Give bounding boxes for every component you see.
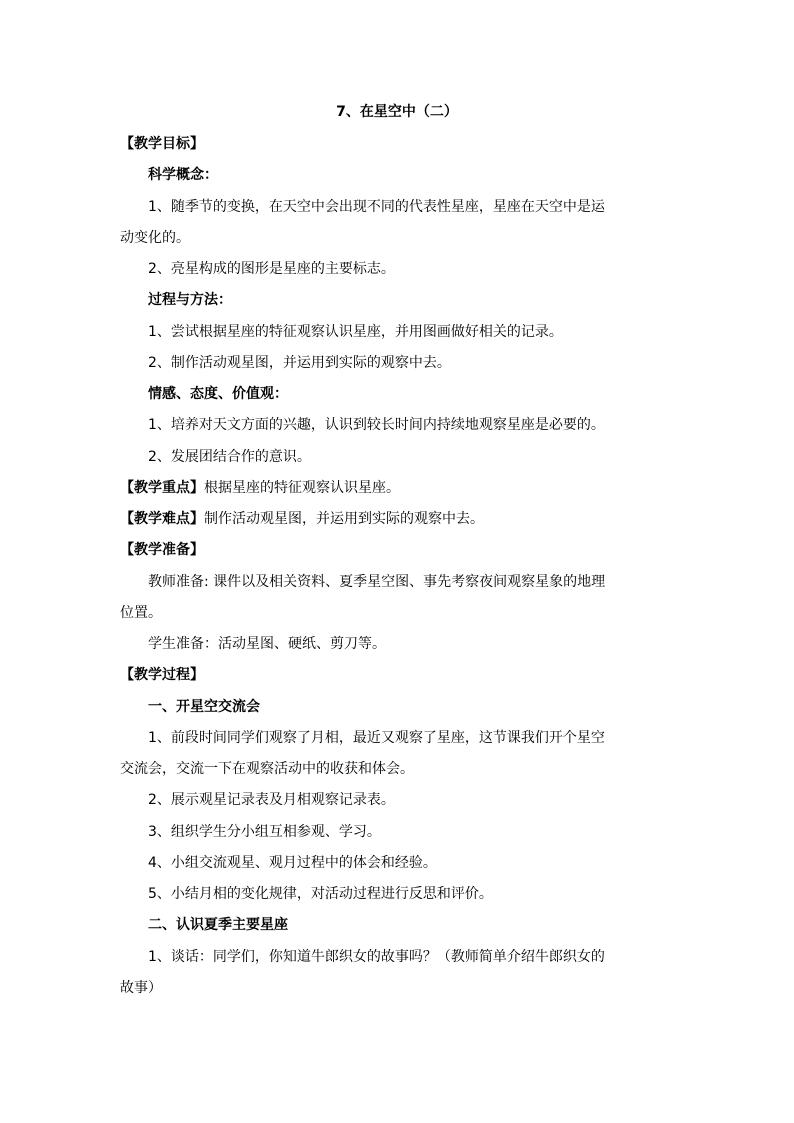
section-2-heading: 二、认识夏季主要星座	[148, 917, 288, 933]
teaching-process-heading: 【教学过程】	[120, 667, 204, 683]
section-1-heading: 一、开星空交流会	[148, 699, 260, 715]
teaching-goals-heading: 【教学目标】	[120, 136, 204, 152]
section-1-item-2: 2、展示观星记录表及月相观察记录表。	[148, 792, 395, 808]
science-concept-item-1: 1、随季节的变换，在天空中会出现不同的代表性星座，星座在天空中是运	[148, 199, 605, 215]
section-1-item-1: 1、前段时间同学们观察了月相，最近又观察了星座，这节课我们开个星空	[148, 730, 605, 746]
teaching-key-point-text: 根据星座的特征观察认识星座。	[204, 480, 400, 496]
teaching-key-point-label: 【教学重点】	[120, 480, 204, 496]
process-method-heading: 过程与方法：	[148, 292, 232, 308]
emotion-attitude-heading: 情感、态度、价值观：	[148, 386, 288, 402]
teaching-key-point	[0, 478, 794, 498]
teaching-difficulty	[0, 509, 794, 529]
teaching-difficulty-label: 【教学难点】	[120, 511, 204, 527]
section-1-item-4: 4、小组交流观星、观月过程中的体会和经验。	[148, 855, 437, 871]
teacher-prep-cont: 位置。	[120, 605, 162, 621]
section-2-item-1: 1、谈话：同学们，你知道牛郎织女的故事吗？（教师简单介绍牛郎织女的	[148, 949, 605, 965]
document-title: 7、在星空中（二）	[336, 104, 458, 120]
science-concept-item-2: 2、亮星构成的图形是星座的主要标志。	[148, 261, 395, 277]
science-concept-item-1-cont: 动变化的。	[120, 230, 190, 246]
section-1-item-3: 3、组织学生分小组互相参观、学习。	[148, 824, 381, 840]
section-2-item-1-cont: 故事）	[120, 980, 162, 996]
emotion-item-2: 2、发展团结合作的意识。	[148, 449, 311, 465]
teacher-prep: 教师准备: 课件以及相关资料、夏季星空图、事先考察夜间观察星象的地理	[148, 574, 606, 590]
science-concept-heading: 科学概念：	[148, 167, 218, 183]
process-method-item-1: 1、尝试根据星座的特征观察认识星座，并用图画做好相关的记录。	[148, 324, 563, 340]
teaching-prep-heading: 【教学准备】	[120, 542, 204, 558]
student-prep: 学生准备：活动星图、硬纸、剪刀等。	[148, 636, 386, 652]
teaching-difficulty-text: 制作活动观星图，并运用到实际的观察中去。	[204, 511, 484, 527]
emotion-item-1: 1、培养对天文方面的兴趣，认识到较长时间内持续地观察星座是必要的。	[148, 417, 605, 433]
section-1-item-1-cont: 交流会，交流一下在观察活动中的收获和体会。	[120, 761, 414, 777]
process-method-item-2: 2、制作活动观星图，并运用到实际的观察中去。	[148, 355, 451, 371]
section-1-item-5: 5、小结月相的变化规律，对活动过程进行反思和评价。	[148, 886, 493, 902]
